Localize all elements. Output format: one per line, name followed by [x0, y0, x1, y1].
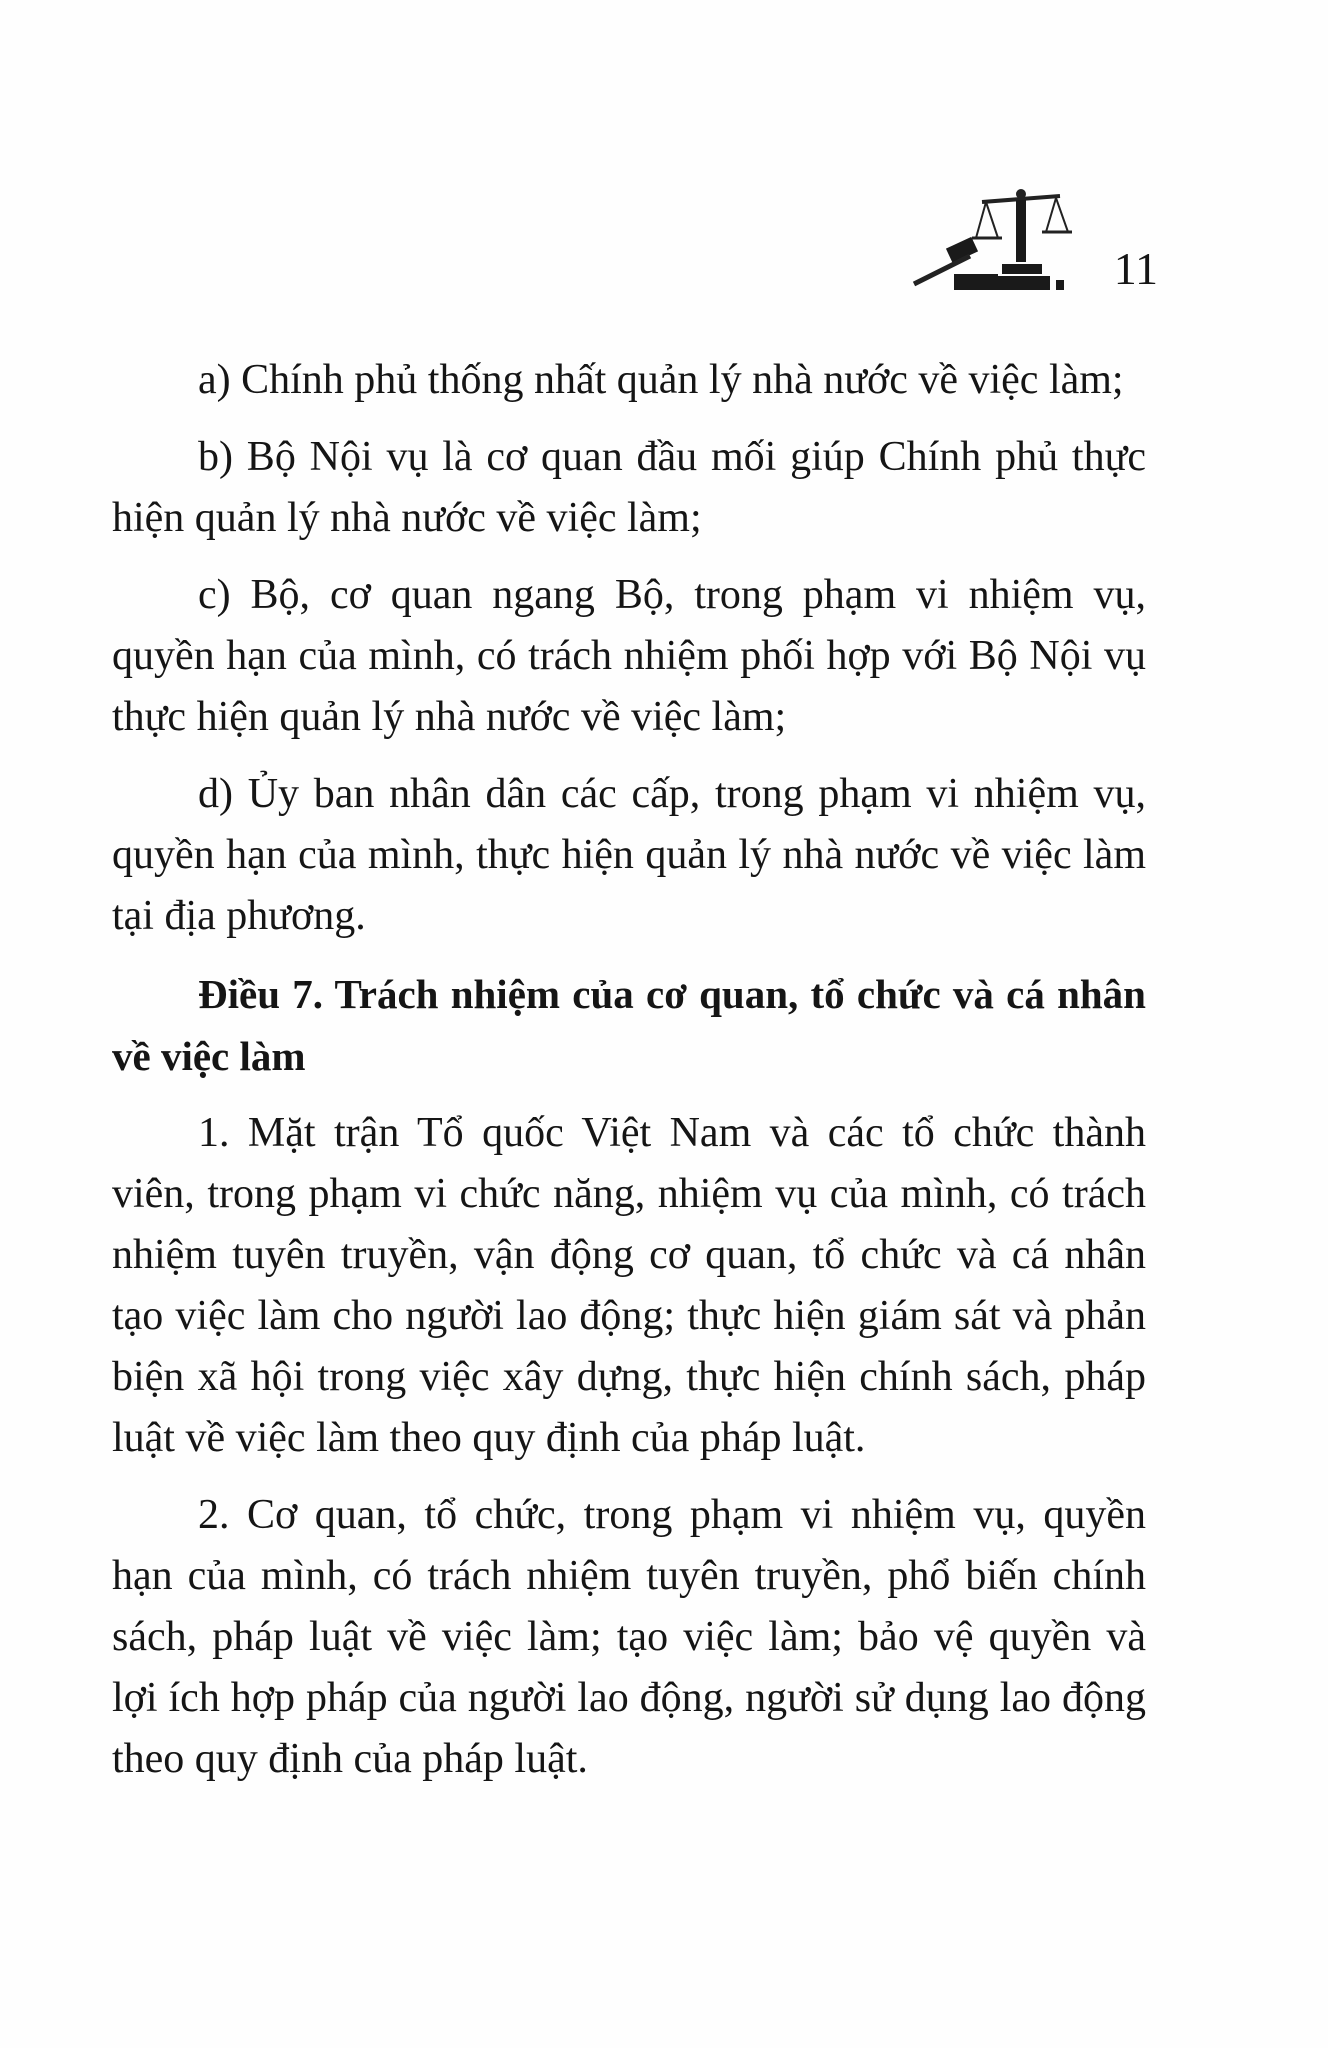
scales-of-justice-gavel-icon [910, 180, 1090, 300]
paragraph-b: b) Bộ Nội vụ là cơ quan đầu mối giúp Chính phủ thực hiện quản lý nhà nước về việc làm; [112, 434, 1146, 541]
body-text [112, 350, 1146, 1806]
page-header [910, 180, 1158, 300]
article-paragraph-2: 2. Cơ quan, tổ chức, trong phạm vi nhiệm vụ, quyền hạn của mình, có trách nhiệm tuyên truyền, phổ biến chính sách, pháp luật về việc làm; tạo việc làm; bảo vệ quyền và lợi ích hợp pháp của người lao động, người sử dụng lao động theo quy định của pháp luật. [112, 1492, 1146, 1782]
page-number: 11 [1113, 243, 1158, 294]
paragraph-d: d) Ủy ban nhân dân các cấp, trong phạm vi nhiệm vụ, quyền hạn của mình, thực hiện quản lý nhà nước về việc làm tại địa phương. [112, 771, 1146, 939]
paragraph-a: a) Chính phủ thống nhất quản lý nhà nước về việc làm; [198, 357, 1124, 403]
article-paragraph-1: 1. Mặt trận Tổ quốc Việt Nam và các tổ chức thành viên, trong phạm vi chức năng, nhiệm vụ của mình, có trách nhiệm tuyên truyền, vận động cơ quan, tổ chức và cá nhân tạo việc làm cho người lao động; thực hiện giám sát và phản biện xã hội trong việc xây dựng, thực hiện chính sách, pháp luật về việc làm theo quy định của pháp luật. [112, 1110, 1146, 1461]
paragraph-c: c) Bộ, cơ quan ngang Bộ, trong phạm vi nhiệm vụ, quyền hạn của mình, có trách nhiệm phối hợp với Bộ Nội vụ thực hiện quản lý nhà nước về việc làm; [112, 572, 1146, 740]
article-title: Điều 7. Trách nhiệm của cơ quan, tổ chức và cá nhân về việc làm [112, 971, 1146, 1079]
